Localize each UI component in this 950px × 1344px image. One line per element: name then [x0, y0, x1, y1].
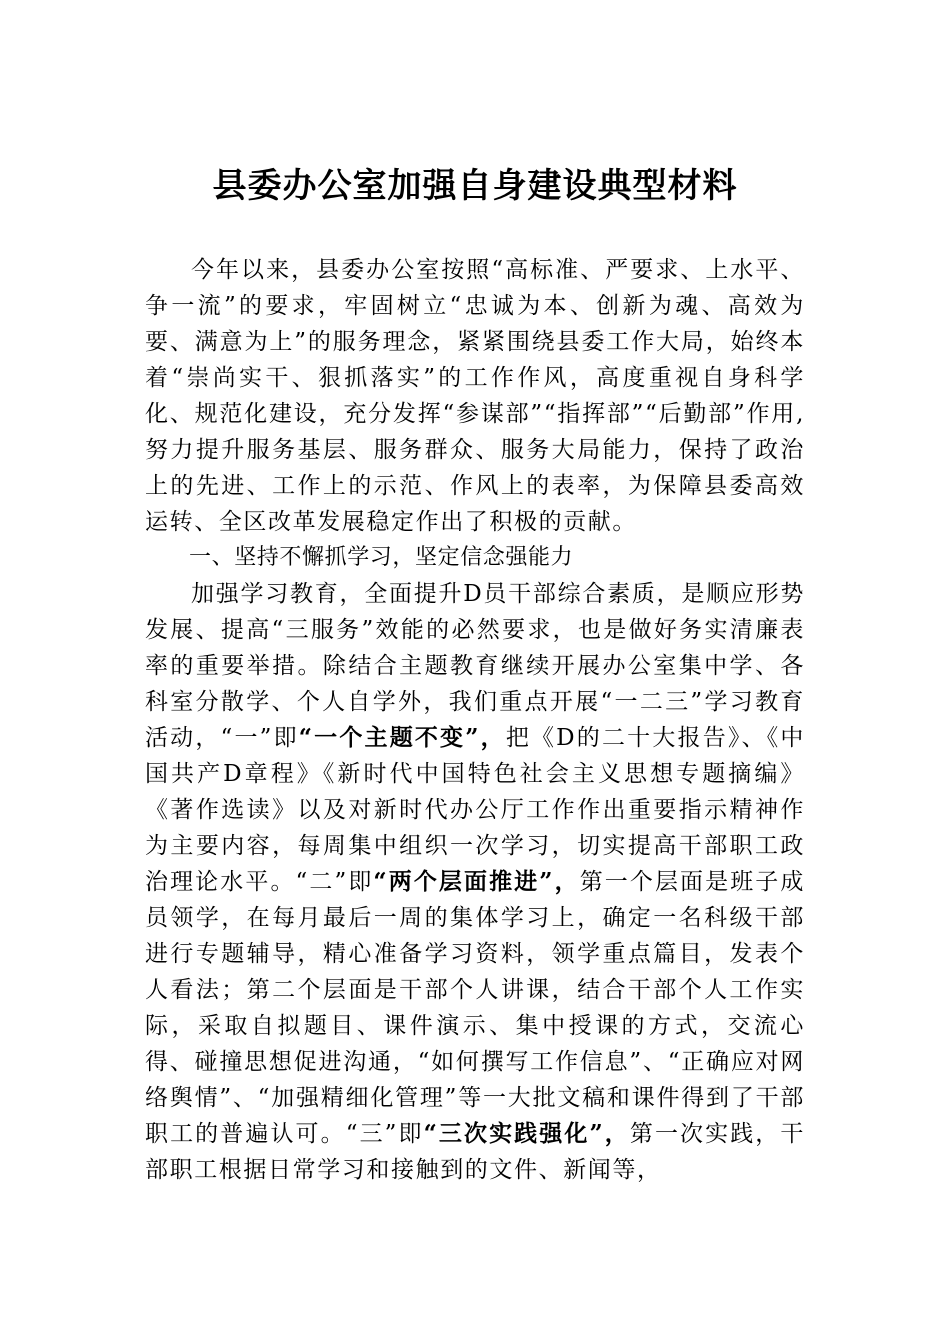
intro-paragraph: 今年以来，县委办公室按照“高标准、严要求、上水平、争一流”的要求，牢固树立“忠诚为本、创新为魂、高效为要、满意为上”的服务理念，紧紧围绕县委工作大局，始终本着“崇尚实干、狠抓落实”的工作作风，高度重视自身科学化、规范化建设，充分发挥“参谋部”“指挥部”“后勤部”作用,努力提升服务基层、服务群众、服务大局能力，保持了政治上的先进、工作上的示范、作风上的表率，为保障县委高效运转、全区改革发展稳定作出了积极的贡献。 — [145, 257, 805, 535]
section-text-4: 第一次实践，干部职工根据日常学习和接触到的文件、新闻等， — [145, 1121, 805, 1183]
bold-phrase-three-practices: “三次实践强化”， — [423, 1120, 630, 1147]
section-paragraph — [145, 576, 805, 1188]
section-heading: 一、坚持不懈抓学习，坚定信念强能力 — [189, 545, 574, 570]
section-text-3: 第一个层面是班子成员领学，在每月最后一周的集体学习上，确定一名科级干部进行专题辅导，精心准备学习资料，领学重点篇目，发表个人看法；第二个层面是干部个人讲课，结合干部个人工作实际，采取自拟题目、课件演示、集中授课的方式，交流心得、碰撞思想促进沟通，“如何撰写工作信息”、“正确应对网络舆情”、“加强精细化管理”等一大批文稿和课件得到了干部职工的普遍认可。“三”即 — [145, 869, 805, 1147]
document-title: 县委办公室加强自身建设典型材料 — [212, 166, 738, 206]
section-text-1: 加强学习教育，全面提升D员干部综合素质，是顺应形势发展、提高“三服务”效能的必然要求，也是做好务实清廉表率的重要举措。除结合主题教育继续开展办公室集中学、各科室分散学、个人自学外，我们重点开展“一二三”学习教育活动，“一”即 — [145, 581, 805, 751]
section-text-2: 把《D的二十大报告》、《中国共产D章程》《新时代中国特色社会主义思想专题摘编》《著作选读》以及对新时代办公厅工作作出重要指示精神作为主要内容，每周集中组织一次学习，切实提高干部职工政治理论水平。“二”即 — [145, 725, 805, 895]
bold-phrase-two-levels: “两个层面推进”， — [373, 868, 580, 895]
bold-phrase-one-theme: “一个主题不变”， — [298, 724, 506, 751]
document-body — [145, 252, 805, 1188]
